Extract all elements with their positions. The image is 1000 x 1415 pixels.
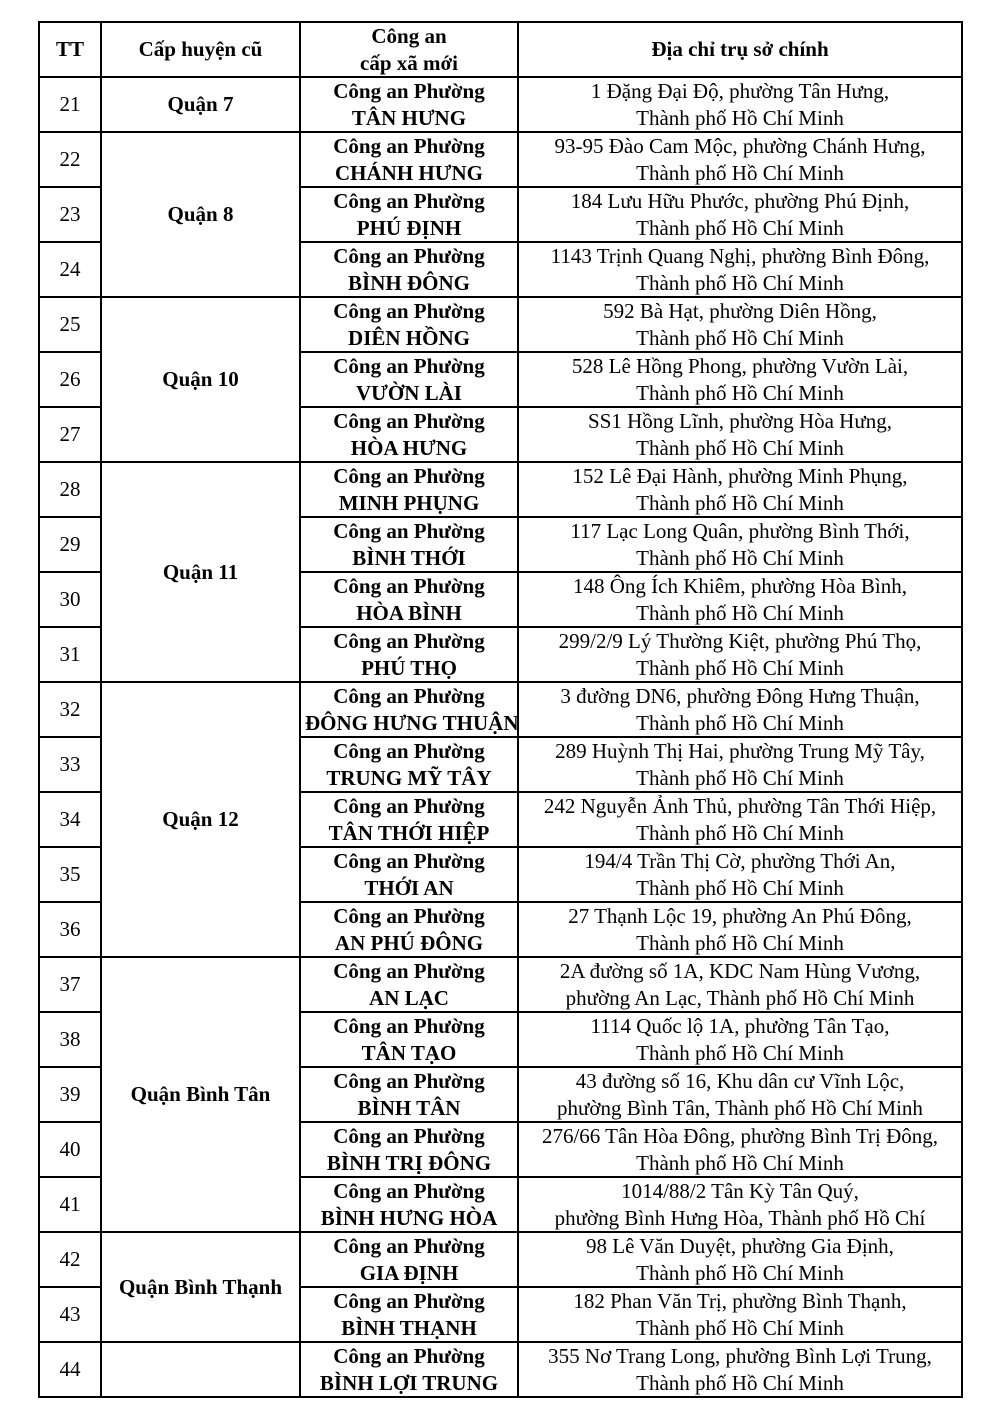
headquarters-address-cell xyxy=(518,1012,962,1067)
address-line-2: Thành phố Hồ Chí Minh xyxy=(636,1150,844,1175)
headquarters-address-cell xyxy=(518,77,962,132)
address-line-1: 184 Lưu Hữu Phước, phường Phú Định, xyxy=(570,189,910,213)
header-ward-line2: cấp xã mới xyxy=(360,50,458,75)
ward-police-label: Công an Phường xyxy=(333,959,485,983)
ward-police-label: Công an Phường xyxy=(333,134,485,158)
address-line-2: Thành phố Hồ Chí Minh xyxy=(636,1315,844,1340)
ward-name: BÌNH THẠNH xyxy=(341,1315,477,1340)
table-row xyxy=(39,957,962,1012)
old-district-cell: Quận Bình Thạnh xyxy=(101,1232,300,1342)
row-number: 21 xyxy=(39,77,101,132)
ward-police-label: Công an Phường xyxy=(333,1344,485,1368)
row-number: 32 xyxy=(39,682,101,737)
headquarters-address-cell xyxy=(518,1342,962,1397)
row-number: 39 xyxy=(39,1067,101,1122)
headquarters-address-cell xyxy=(518,462,962,517)
table-row xyxy=(39,77,962,132)
headquarters-address-cell xyxy=(518,792,962,847)
row-number: 27 xyxy=(39,407,101,462)
headquarters-address-cell xyxy=(518,407,962,462)
ward-police-label: Công an Phường xyxy=(333,794,485,818)
header-address: Địa chỉ trụ sở chính xyxy=(518,22,962,77)
address-line-2: Thành phố Hồ Chí Minh xyxy=(636,490,844,515)
headquarters-address-cell xyxy=(518,1177,962,1232)
header-ward xyxy=(300,22,518,77)
new-ward-police-cell xyxy=(300,517,518,572)
row-number: 33 xyxy=(39,737,101,792)
row-number: 38 xyxy=(39,1012,101,1067)
address-line-2: Thành phố Hồ Chí Minh xyxy=(636,160,844,185)
headquarters-address-cell xyxy=(518,627,962,682)
address-line-1: 152 Lê Đại Hành, phường Minh Phụng, xyxy=(572,464,908,488)
headquarters-address-cell xyxy=(518,682,962,737)
ward-police-label: Công an Phường xyxy=(333,574,485,598)
ward-name: BÌNH ĐÔNG xyxy=(348,270,470,295)
row-number: 29 xyxy=(39,517,101,572)
address-line-1: 1114 Quốc lộ 1A, phường Tân Tạo, xyxy=(590,1014,890,1038)
address-line-2: Thành phố Hồ Chí Minh xyxy=(636,1260,844,1285)
ward-name: GIA ĐỊNH xyxy=(359,1260,459,1285)
address-line-2: Thành phố Hồ Chí Minh xyxy=(636,105,844,130)
address-line-2: Thành phố Hồ Chí Minh xyxy=(636,270,844,295)
row-number: 34 xyxy=(39,792,101,847)
headquarters-address-cell xyxy=(518,1287,962,1342)
ward-name: MINH PHỤNG xyxy=(338,490,480,515)
address-line-2: Thành phố Hồ Chí Minh xyxy=(636,710,844,735)
address-line-1: 299/2/9 Lý Thường Kiệt, phường Phú Thọ, xyxy=(558,629,922,653)
row-number: 28 xyxy=(39,462,101,517)
new-ward-police-cell xyxy=(300,957,518,1012)
ward-police-label: Công an Phường xyxy=(333,354,485,378)
address-line-1: 592 Bà Hạt, phường Diên Hồng, xyxy=(603,299,877,323)
address-line-2: Thành phố Hồ Chí Minh xyxy=(636,875,844,900)
headquarters-address-cell xyxy=(518,847,962,902)
table-row xyxy=(39,132,962,187)
address-line-1: 98 Lê Văn Duyệt, phường Gia Định, xyxy=(586,1234,894,1258)
police-ward-table xyxy=(38,21,963,1398)
headquarters-address-cell xyxy=(518,1067,962,1122)
new-ward-police-cell xyxy=(300,77,518,132)
ward-name: BÌNH HƯNG HÒA xyxy=(320,1205,498,1230)
ward-police-label: Công an Phường xyxy=(333,244,485,268)
headquarters-address-cell xyxy=(518,517,962,572)
ward-police-label: Công an Phường xyxy=(333,1289,485,1313)
ward-name: BÌNH LỢI TRUNG xyxy=(319,1370,499,1395)
new-ward-police-cell xyxy=(300,1122,518,1177)
headquarters-address-cell xyxy=(518,902,962,957)
headquarters-address-cell xyxy=(518,1122,962,1177)
headquarters-address-cell xyxy=(518,737,962,792)
ward-name: AN LẠC xyxy=(369,985,449,1010)
new-ward-police-cell xyxy=(300,1342,518,1397)
ward-police-label: Công an Phường xyxy=(333,189,485,213)
ward-police-label: Công an Phường xyxy=(333,79,485,103)
table-row xyxy=(39,297,962,352)
address-line-1: 1 Đặng Đại Độ, phường Tân Hưng, xyxy=(590,79,890,103)
ward-police-label: Công an Phường xyxy=(333,1014,485,1038)
address-line-1: 242 Nguyễn Ảnh Thủ, phường Tân Thới Hiệp, xyxy=(543,794,937,818)
address-line-1: 148 Ông Ích Khiêm, phường Hòa Bình, xyxy=(573,574,907,598)
ward-name: HÒA BÌNH xyxy=(356,600,462,625)
old-district-cell: Quận Bình Tân xyxy=(101,957,300,1232)
row-number: 23 xyxy=(39,187,101,242)
ward-name: VƯỜN LÀI xyxy=(356,380,462,405)
new-ward-police-cell xyxy=(300,627,518,682)
headquarters-address-cell xyxy=(518,572,962,627)
address-line-1: 117 Lạc Long Quân, phường Bình Thới, xyxy=(570,519,910,543)
row-number: 43 xyxy=(39,1287,101,1342)
ward-name: TÂN THỚI HIỆP xyxy=(328,820,490,845)
row-number: 40 xyxy=(39,1122,101,1177)
headquarters-address-cell xyxy=(518,242,962,297)
row-number: 36 xyxy=(39,902,101,957)
row-number: 30 xyxy=(39,572,101,627)
new-ward-police-cell xyxy=(300,1012,518,1067)
new-ward-police-cell xyxy=(300,1177,518,1232)
table-row xyxy=(39,682,962,737)
old-district-cell: Quận 8 xyxy=(101,132,300,297)
headquarters-address-cell xyxy=(518,132,962,187)
new-ward-police-cell xyxy=(300,462,518,517)
ward-police-label: Công an Phường xyxy=(333,1234,485,1258)
address-line-1: 1143 Trịnh Quang Nghị, phường Bình Đông, xyxy=(550,244,930,268)
address-line-1: 1014/88/2 Tân Kỳ Tân Quý, xyxy=(621,1179,859,1203)
address-line-1: 43 đường số 16, Khu dân cư Vĩnh Lộc, xyxy=(575,1069,905,1093)
ward-police-label: Công an Phường xyxy=(333,1124,485,1148)
new-ward-police-cell xyxy=(300,407,518,462)
headquarters-address-cell xyxy=(518,297,962,352)
ward-name: ĐÔNG HƯNG THUẬN xyxy=(305,710,519,735)
row-number: 31 xyxy=(39,627,101,682)
old-district-cell: Quận 10 xyxy=(101,297,300,462)
address-line-2: phường Bình Hưng Hòa, Thành phố Hồ Chí xyxy=(554,1205,926,1230)
ward-police-label: Công an Phường xyxy=(333,684,485,708)
new-ward-police-cell xyxy=(300,737,518,792)
headquarters-address-cell xyxy=(518,352,962,407)
ward-name: BÌNH THỚI xyxy=(352,545,466,570)
ward-name: AN PHÚ ĐÔNG xyxy=(334,930,484,955)
ward-police-label: Công an Phường xyxy=(333,464,485,488)
row-number: 35 xyxy=(39,847,101,902)
old-district-cell: Quận 7 xyxy=(101,77,300,132)
address-line-1: 182 Phan Văn Trị, phường Bình Thạnh, xyxy=(573,1289,907,1313)
new-ward-police-cell xyxy=(300,297,518,352)
ward-police-label: Công an Phường xyxy=(333,519,485,543)
address-line-2: Thành phố Hồ Chí Minh xyxy=(636,545,844,570)
row-number: 22 xyxy=(39,132,101,187)
ward-police-label: Công an Phường xyxy=(333,409,485,433)
address-line-1: 93-95 Đào Cam Mộc, phường Chánh Hưng, xyxy=(554,134,926,158)
ward-police-label: Công an Phường xyxy=(333,849,485,873)
old-district-cell xyxy=(101,1342,300,1397)
address-line-2: Thành phố Hồ Chí Minh xyxy=(636,380,844,405)
address-line-1: 194/4 Trần Thị Cờ, phường Thới An, xyxy=(584,849,896,873)
ward-police-label: Công an Phường xyxy=(333,1069,485,1093)
ward-name: CHÁNH HƯNG xyxy=(335,160,483,185)
new-ward-police-cell xyxy=(300,242,518,297)
ward-police-label: Công an Phường xyxy=(333,1179,485,1203)
ward-name: PHÚ ĐỊNH xyxy=(356,215,462,240)
new-ward-police-cell xyxy=(300,1067,518,1122)
new-ward-police-cell xyxy=(300,1287,518,1342)
ward-name: BÌNH TRỊ ĐÔNG xyxy=(326,1150,492,1175)
row-number: 24 xyxy=(39,242,101,297)
address-line-2: Thành phố Hồ Chí Minh xyxy=(636,435,844,460)
row-number: 26 xyxy=(39,352,101,407)
header-ward-line1: Công an xyxy=(371,24,447,48)
address-line-2: Thành phố Hồ Chí Minh xyxy=(636,1040,844,1065)
new-ward-police-cell xyxy=(300,132,518,187)
old-district-cell: Quận 11 xyxy=(101,462,300,682)
address-line-1: 528 Lê Hồng Phong, phường Vườn Lài, xyxy=(571,354,909,378)
address-line-1: 3 đường DN6, phường Đông Hưng Thuận, xyxy=(560,684,920,708)
address-line-2: Thành phố Hồ Chí Minh xyxy=(636,600,844,625)
address-line-2: Thành phố Hồ Chí Minh xyxy=(636,655,844,680)
table-row xyxy=(39,1342,962,1397)
address-line-2: Thành phố Hồ Chí Minh xyxy=(636,1370,844,1395)
row-number: 44 xyxy=(39,1342,101,1397)
new-ward-police-cell xyxy=(300,682,518,737)
address-line-1: 27 Thạnh Lộc 19, phường An Phú Đông, xyxy=(568,904,912,928)
address-line-2: Thành phố Hồ Chí Minh xyxy=(636,325,844,350)
address-line-2: phường Bình Tân, Thành phố Hồ Chí Minh xyxy=(557,1095,923,1120)
header-district: Cấp huyện cũ xyxy=(101,22,300,77)
address-line-2: Thành phố Hồ Chí Minh xyxy=(636,820,844,845)
headquarters-address-cell xyxy=(518,957,962,1012)
ward-name: TRUNG MỸ TÂY xyxy=(326,765,492,790)
ward-police-label: Công an Phường xyxy=(333,739,485,763)
ward-police-label: Công an Phường xyxy=(333,904,485,928)
address-line-2: phường An Lạc, Thành phố Hồ Chí Minh xyxy=(565,985,915,1010)
row-number: 37 xyxy=(39,957,101,1012)
ward-name: PHÚ THỌ xyxy=(361,655,457,680)
address-line-2: Thành phố Hồ Chí Minh xyxy=(636,765,844,790)
old-district-cell: Quận 12 xyxy=(101,682,300,957)
new-ward-police-cell xyxy=(300,902,518,957)
new-ward-police-cell xyxy=(300,1232,518,1287)
new-ward-police-cell xyxy=(300,847,518,902)
header-tt: TT xyxy=(39,22,101,77)
table-row xyxy=(39,462,962,517)
new-ward-police-cell xyxy=(300,352,518,407)
row-number: 25 xyxy=(39,297,101,352)
table-row xyxy=(39,1232,962,1287)
ward-police-label: Công an Phường xyxy=(333,299,485,323)
ward-name: TÂN TẠO xyxy=(361,1040,457,1065)
headquarters-address-cell xyxy=(518,187,962,242)
ward-police-label: Công an Phường xyxy=(333,629,485,653)
address-line-2: Thành phố Hồ Chí Minh xyxy=(636,215,844,240)
address-line-1: SS1 Hồng Lĩnh, phường Hòa Hưng, xyxy=(588,409,892,433)
ward-name: DIÊN HỒNG xyxy=(348,325,470,350)
table-body xyxy=(39,77,962,1397)
address-line-1: 289 Huỳnh Thị Hai, phường Trung Mỹ Tây, xyxy=(555,739,925,763)
new-ward-police-cell xyxy=(300,572,518,627)
ward-name: TÂN HƯNG xyxy=(351,105,467,130)
ward-name: HÒA HƯNG xyxy=(350,435,468,460)
ward-name: THỚI AN xyxy=(364,875,454,900)
row-number: 42 xyxy=(39,1232,101,1287)
address-line-1: 355 Nơ Trang Long, phường Bình Lợi Trung, xyxy=(548,1344,932,1368)
address-line-1: 2A đường số 1A, KDC Nam Hùng Vương, xyxy=(559,959,921,983)
row-number: 41 xyxy=(39,1177,101,1232)
address-line-1: 276/66 Tân Hòa Đông, phường Bình Trị Đông, xyxy=(541,1124,939,1148)
ward-name: BÌNH TÂN xyxy=(357,1095,461,1120)
new-ward-police-cell xyxy=(300,187,518,242)
headquarters-address-cell xyxy=(518,1232,962,1287)
table-header-row xyxy=(39,22,962,77)
new-ward-police-cell xyxy=(300,792,518,847)
address-line-2: Thành phố Hồ Chí Minh xyxy=(636,930,844,955)
